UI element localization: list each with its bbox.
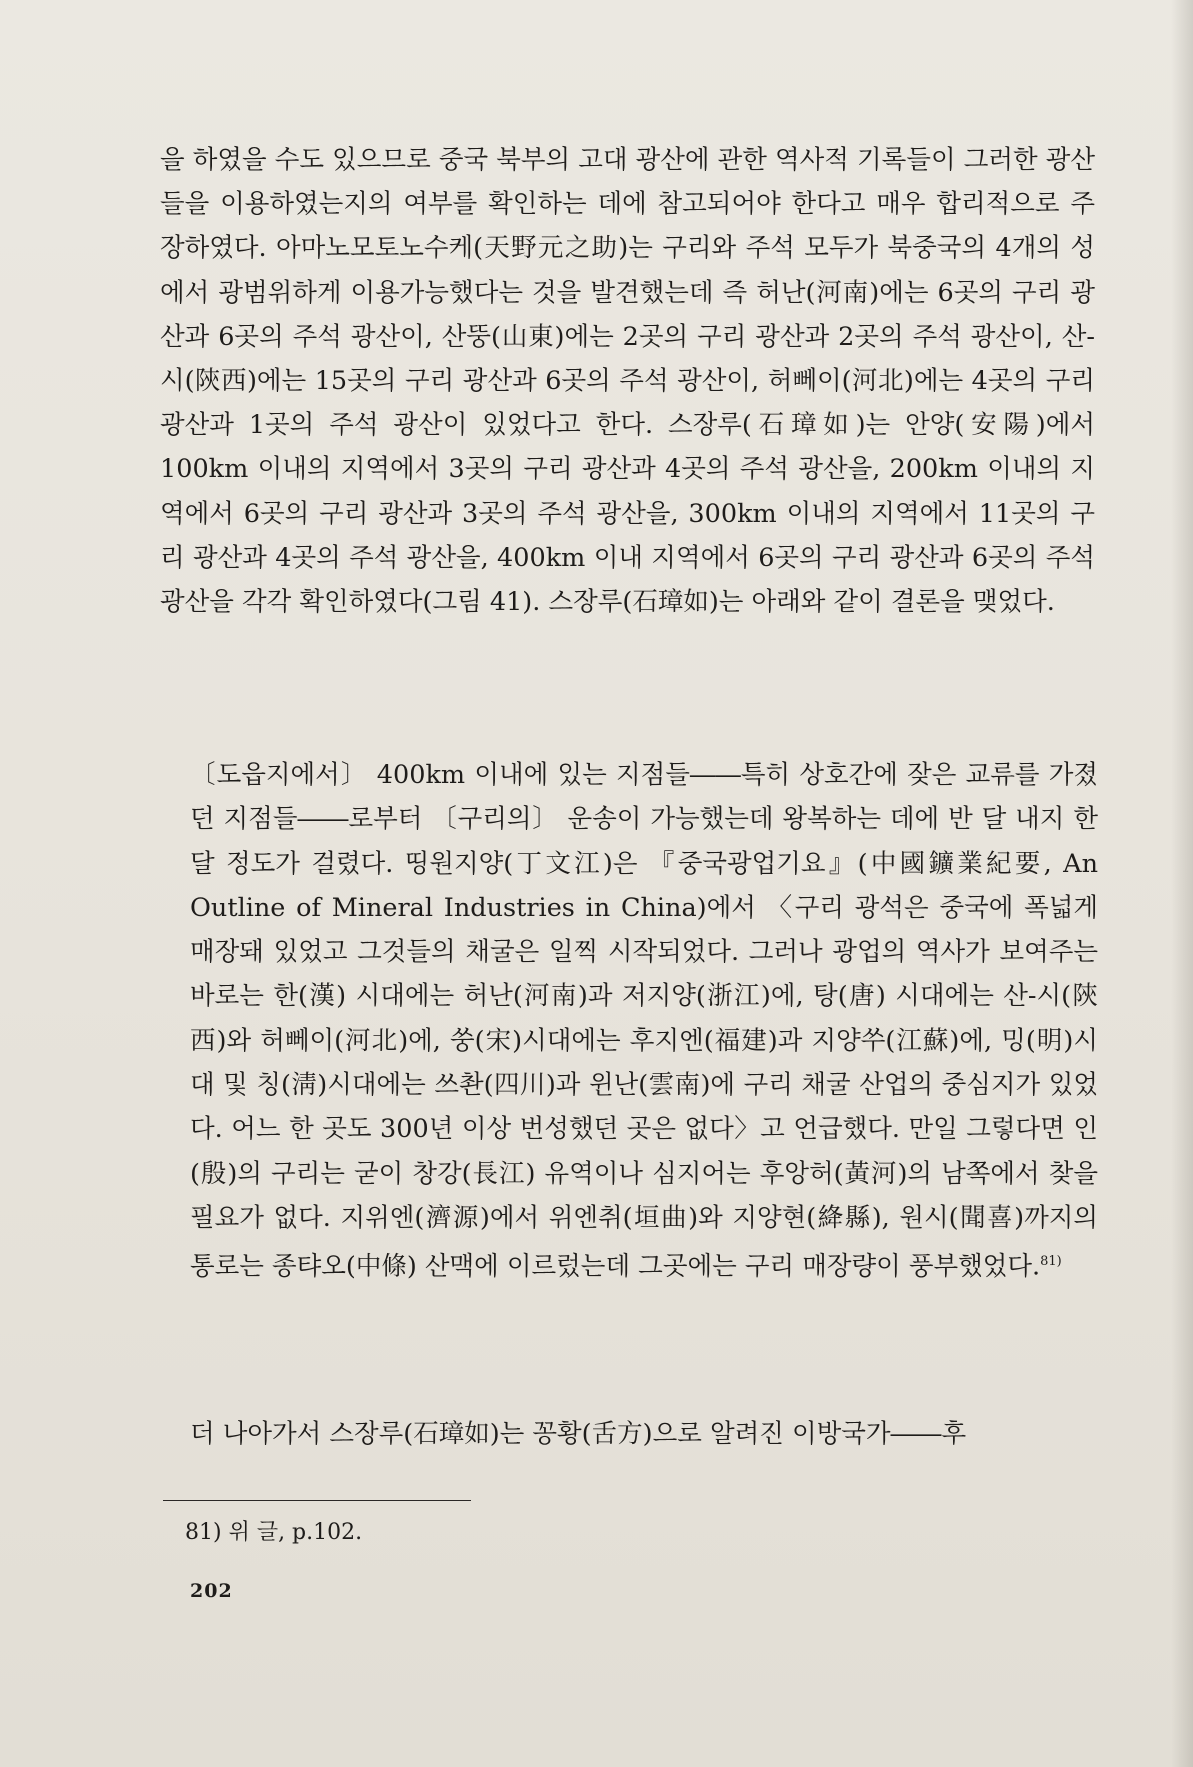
main-text-block <box>160 138 1095 624</box>
footnote-text: 위 글, p.102. <box>228 1520 363 1545</box>
block-quote <box>190 753 1098 1289</box>
footnote-reference: 81) <box>1040 1254 1062 1270</box>
footnote-divider <box>163 1500 471 1501</box>
body-paragraph: 을 하였을 수도 있으므로 중국 북부의 고대 광산에 관한 역사적 기록들이 그러한 광산들을 이용하였는지의 여부를 확인하는 데에 참고되어야 한다고 매우 합리적으로 주장하였다. 아마노모토노수케(天野元之助)는 구리와 주석 모두가 북중국의 4개의 성에서 광범위하게 이용가능했다는 것을 발견했는데 즉 허난(河南)에는 6곳의 구리 광산과 6곳의 주석 광산이, 산뚱(山東)에는 2곳의 구리 광산과 2곳의 주석 광산이, 산-시(陝西)에는 15곳의 구리 광산과 6곳의 주석 광산이, 허뻬이(河北)에는 4곳의 구리 광산과 1곳의 주석 광산이 있었다고 한다. 스장루(石璋如)는 안양(安陽)에서 100km 이내의 지역에서 3곳의 구리 광산과 4곳의 주석 광산을, 200km 이내의 지역에서 6곳의 구리 광산과 3곳의 주석 광산을, 300km 이내의 지역에서 11곳의 구리 광산과 4곳의 주석 광산을, 400km 이내 지역에서 6곳의 구리 광산과 6곳의 주석 광산을 각각 확인하였다(그림 41). 스장루(石璋如)는 아래와 같이 결론을 맺었다. <box>160 145 1095 618</box>
continuing-text-block <box>190 1412 1095 1456</box>
footnote-number: 81) <box>185 1520 222 1545</box>
page-number: 202 <box>190 1580 233 1602</box>
block-quote-paragraph <box>190 753 1098 1289</box>
block-quote-text: 〔도읍지에서〕 400km 이내에 있는 지점들――특히 상호간에 잦은 교류를 가졌던 지점들――로부터 〔구리의〕 운송이 가능했는데 왕복하는 데에 반 달 내지 한 달 정도가 걸렸다. 띵원지양(丁文江)은 『중국광업기요』(中國鑛業紀要, An Outline of Mineral Industries in China)에서 〈구리 광석은 중국에 폭넓게 매장돼 있었고 그것들의 채굴은 일찍 시작되었다. 그러나 광업의 역사가 보여주는 바로는 한(漢) 시대에는 허난(河南)과 저지양(浙江)에, 탕(唐) 시대에는 산-시(陝西)와 허뻬이(河北)에, 쑹(宋)시대에는 후지엔(福建)과 지양쑤(江蘇)에, 밍(明)시대 및 칭(淸)시대에는 쓰촨(四川)과 윈난(雲南)에 구리 채굴 산업의 중심지가 있었다. 어느 한 곳도 300년 이상 번성했던 곳은 없다〉고 언급했다. 만일 그렇다면 인(殷)의 구리는 굳이 창강(長江) 유역이나 심지어는 후앙허(黃河)의 남쪽에서 찾을 필요가 없다. 지위엔(濟源)에서 위엔취(垣曲)와 지양현(絳縣), 원시(聞喜)까지의 통로는 종탸오(中條) 산맥에 이르렀는데 그곳에는 구리 매장량이 풍부했었다. <box>190 760 1098 1282</box>
continuing-paragraph: 더 나아가서 스장루(石璋如)는 꽁황(舌方)으로 알려진 이방국가――후 <box>190 1419 967 1449</box>
page-edge-shadow <box>1171 0 1193 1767</box>
footnote <box>185 1518 362 1548</box>
